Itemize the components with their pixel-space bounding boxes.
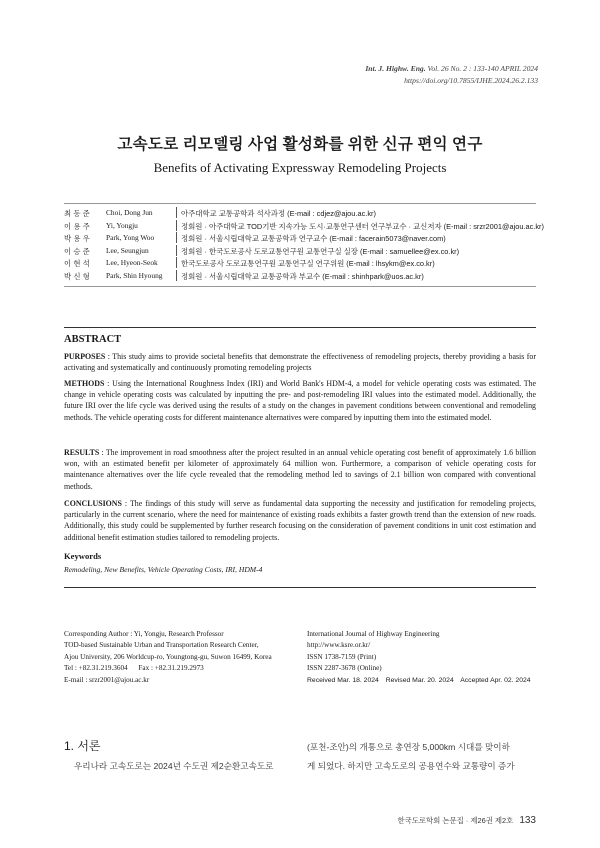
volume-info: Vol. 26 No. 2 : 133-140 APRIL 2024 [427,64,538,73]
purposes-text: : This study aims to provide societal benefits that demonstrate the effectiveness of remodeling projects, thereby providing a basis for activating and systematically and continuously promoting remodeling projects [64,352,536,373]
section-text-left: 우리나라 고속도로는 2024년 수도권 제2순환고속도로 [74,761,274,771]
author-bottom-rule [64,286,536,287]
journal-footer-text: 한국도로학회 논문집 · 제26권 제2호 [397,816,514,825]
corresponding-line: TOD-based Sustainable Urban and Transportation Research Center, [64,641,259,650]
conclusions-label: CONCLUSIONS [64,499,122,508]
author-name-kr: 박신형 [64,271,93,281]
issn-online: ISSN 2287-3678 (Online) [307,664,382,673]
keywords-heading: Keywords [64,551,102,561]
journal-url[interactable]: http://www.ksre.or.kr/ [307,641,371,650]
author-row [64,233,544,245]
received-date: Mar. 18. 2024 [337,676,379,684]
author-name-kr: 박용우 [64,234,93,243]
author-name-kr: 최동준 [64,209,93,218]
doi-link[interactable]: https://doi.org/10.7855/IJHE.2024.26.2.133 [404,76,538,85]
abstract-heading: ABSTRACT [64,334,122,345]
section-text-right-2: 게 되었다. 하지만 고속도로의 공용연수와 교통량이 증가 [307,761,515,771]
abstract-conclusions [64,498,536,543]
author-name-en: Lee, Seungjun [106,245,149,255]
dates-line [307,675,547,686]
author-name-kr: 이승준 [64,246,93,256]
author-row [64,246,544,258]
section-text-right-1: (포천-조안)의 개통으로 총연장 5,000km 시대를 맞이하 [307,742,510,752]
accepted-date: Apr. 02. 2024 [490,676,531,684]
corresponding-author-block [64,629,299,686]
author-name-en: Park, Yong Woo [106,233,155,242]
author-affiliation: 정회원 · 서울시립대학교 교통공학과 연구교수 (E-mail : facerain5073@naver.com) [181,234,446,243]
author-divider [176,257,177,268]
author-row [64,258,544,270]
author-divider [176,207,177,218]
author-affiliation: 정회원 · 한국도로공사 도로교통연구원 교통연구실 실장 (E-mail : samuellee@ex.co.kr) [181,246,460,256]
paper-title-english: Benefits of Activating Expressway Remodeling Projects [153,160,447,175]
author-row [64,271,544,283]
author-top-rule [64,203,536,204]
keywords-list: Remodeling, New Benefits, Vehicle Operating Costs, IRI, HDM-4 [64,565,263,574]
revised-label: Revised [385,676,411,684]
journal-info-block [307,629,547,686]
methods-text: : Using the International Roughness Index (IRI) and World Bank's HDM-4, a model for vehicle operating costs was estimated. The change in vehicle operating costs was calculated by inputting the pre- and post-remodeling IRI values into the estimated model. Additionally, the future IRI over the life cycle was derived using the results of a study on the changes in pavement conditions between conventional and remodeling methods. The vehicle operating costs for different maintenance alternatives were compared by inputting them into the estimated model. [64,379,536,422]
abstract-top-rule [64,327,536,328]
abstract-purposes [64,351,536,373]
journal-title-line: International Journal of Highway Engineering [307,630,440,638]
results-label: RESULTS [64,448,100,457]
author-divider [176,232,177,243]
author-divider [176,245,177,256]
methods-label: METHODS [64,379,105,388]
journal-name: Int. J. Highw. Eng. [365,64,426,73]
author-name-kr: 이현석 [64,259,93,268]
corresponding-line: Corresponding Author : Yi, Yongju, Research Professor [64,630,224,638]
corresponding-line: Ajou University, 206 Worldcup-ro, Youngtong-gu, Suwon 16499, Korea [64,652,272,661]
page-number: 133 [519,815,536,826]
author-affiliation: 아주대학교 교통공학과 석사과정 (E-mail : cdjez@ajou.ac.kr) [181,209,376,218]
author-affiliation: 한국도로공사 도로교통연구원 교통연구실 연구위원 (E-mail : lhsykm@ex.co.kr) [181,259,435,268]
revised-date: Mar. 20. 2024 [412,676,454,684]
received-label: Received [307,676,336,684]
author-row [64,221,544,233]
author-divider [176,270,177,281]
author-name-en: Lee, Hyeon-Seok [106,258,158,267]
paper-title-korean: 고속도로 리모델링 사업 활성화를 위한 신규 편익 연구 [117,136,483,153]
author-name-en: Choi, Dong Jun [106,208,153,217]
conclusions-text: : The findings of this study will serve as fundamental data supporting the necessity and justification for remodeling projects, particularly in the current scenario, where the need for maintenance of existing roads exhibits a faster growth trend than the extension of new roads. Additionally, this study could be supplemented by further research focusing on the consideration of pavement conditions in unit cost estimation and additional benefit estimation studies tailored to remodeling projects. [64,499,536,542]
page-footer [397,815,536,826]
purposes-label: PURPOSES [64,352,106,361]
author-affiliation: 정회원 · 아주대학교 TOD기반 지속가능 도시·교통연구센터 연구부교수 · 교신저자 (E-mail : srzr2001@ajou.ac.kr) [181,221,544,231]
corresponding-line: Tel : +82.31.219.3604 Fax : +82.31.219.2973 [64,664,204,673]
author-row [64,208,544,220]
author-affiliation: 정회원 · 서울시립대학교 교통공학과 부교수 (E-mail : shinhpark@uos.ac.kr) [181,271,424,281]
abstract-results [64,447,536,492]
abstract-methods [64,378,536,423]
abstract-bottom-rule [64,587,536,588]
author-name-kr: 이용주 [64,221,93,231]
corresponding-email[interactable]: E-mail : srzr2001@ajou.ac.kr [64,675,150,684]
author-divider [176,220,177,231]
accepted-label: Accepted [460,676,489,684]
issn-print: ISSN 1738-7159 (Print) [307,652,377,661]
journal-citation [365,64,538,73]
section-heading: 1. 서론 [64,739,101,753]
author-name-en: Park, Shin Hyoung [106,270,163,280]
author-name-en: Yi, Yongju [106,220,138,230]
results-text: : The improvement in road smoothness after the project resulted in an annual vehicle operating cost benefit of approximately 1.6 billion won, with an estimated benefit per kilometer of approximately 64 million won. Furthermore, a comparison of vehicle operating costs for maintenance alternatives over the life cycle revealed that the remodeling method led to savings of 2.1 billion won compared with conventional methods. [64,448,536,491]
